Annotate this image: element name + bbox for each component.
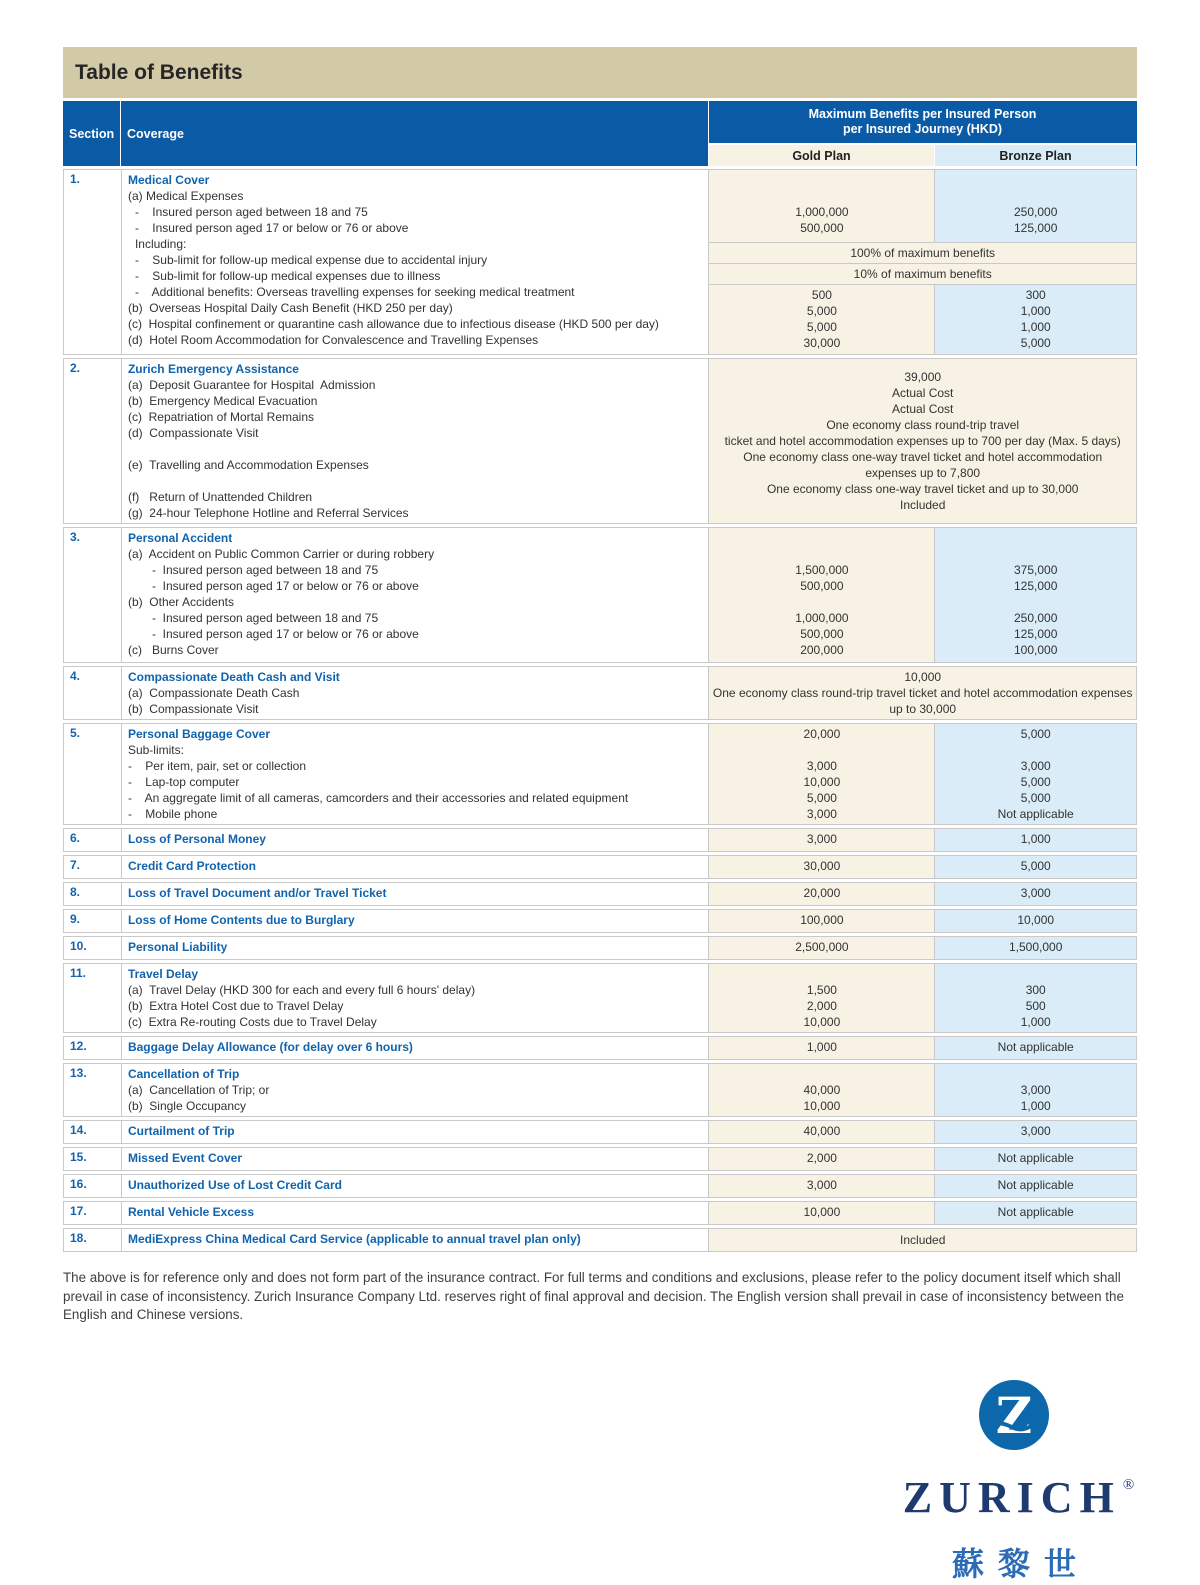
coverage-line: (a) Compassionate Death Cash	[127, 686, 300, 700]
coverage-cell	[122, 1229, 709, 1251]
value-line: 2,000	[806, 999, 837, 1013]
coverage-cell	[122, 937, 709, 959]
value-line: 20,000	[803, 886, 841, 900]
value-line: 2,000	[806, 1151, 837, 1165]
coverage-cell	[122, 964, 709, 1032]
coverage-line: (e) Travelling and Accommodation Expenses	[127, 458, 369, 472]
table-row	[63, 1120, 1137, 1144]
gold-value-cell	[709, 1121, 935, 1143]
zurich-z-icon	[979, 1380, 1049, 1450]
value-line: 10% of maximum benefits	[853, 267, 992, 281]
value-line: One economy class one-way travel ticket and hotel accommodation	[743, 450, 1103, 464]
coverage-line: Sub-limits:	[127, 743, 184, 757]
coverage-line: - Sub-limit for follow-up medical expense due to accidental injury	[134, 253, 488, 267]
value-line: One economy class one-way travel ticket and up to 30,000	[766, 482, 1079, 496]
coverage-line: - Insured person aged between 18 and 75	[151, 611, 379, 625]
header-gold-plan: Gold Plan	[709, 145, 935, 166]
section-number: 4.	[64, 667, 122, 719]
table-row	[63, 527, 1137, 663]
value-band	[709, 1037, 1136, 1059]
coverage-title: Cancellation of Trip	[127, 1067, 240, 1081]
section-number: 3.	[64, 528, 122, 662]
value-line: 1,000	[1020, 304, 1051, 318]
coverage-cell	[122, 1148, 709, 1170]
value-line: 5,000	[1020, 727, 1051, 741]
value-line: 375,000	[1014, 563, 1058, 577]
value-line: 5,000	[806, 304, 837, 318]
value-band	[709, 910, 1136, 932]
value-band	[709, 856, 1136, 878]
coverage-title: Missed Event Cover	[127, 1151, 242, 1165]
coverage-line: (b) Single Occupancy	[127, 1099, 247, 1113]
header-max-line2: per Insured Journey (HKD)	[842, 122, 1003, 136]
section-number: 14.	[64, 1121, 122, 1143]
coverage-line: (a) Travel Delay (HKD 300 for each and every full 6 hours' delay)	[127, 983, 476, 997]
gold-value-cell	[709, 170, 935, 242]
benefit-cells	[709, 1064, 1136, 1116]
value-line	[709, 594, 934, 610]
section-number: 10.	[64, 937, 122, 959]
coverage-title: Personal Liability	[127, 940, 228, 954]
section-number: 12.	[64, 1037, 122, 1059]
value-line: 1,500,000	[795, 563, 849, 577]
coverage-title: Credit Card Protection	[127, 859, 256, 873]
value-line: 5,000	[1020, 791, 1051, 805]
benefit-cells	[709, 359, 1136, 523]
benefit-cells	[709, 829, 1136, 851]
value-line	[935, 546, 1136, 562]
coverage-line: (c) Burns Cover	[127, 643, 219, 657]
value-line: One economy class round-trip travel	[826, 418, 1020, 432]
table-row	[63, 723, 1137, 825]
value-line: ticket and hotel accommodation expenses up to 700 per day (Max. 5 days)	[724, 434, 1121, 448]
value-line: 10,000	[803, 1099, 841, 1113]
table-body	[63, 169, 1137, 1252]
benefit-cells	[709, 910, 1136, 932]
value-line: 1,000	[1020, 1099, 1051, 1113]
coverage-title: Compassionate Death Cash and Visit	[127, 670, 340, 684]
svg-text:Z: Z	[995, 1385, 1033, 1445]
value-line: 1,000	[1020, 320, 1051, 334]
value-line: 500,000	[800, 627, 844, 641]
gold-value-cell	[709, 1148, 935, 1170]
value-line: 3,000	[1020, 1083, 1051, 1097]
coverage-line: - An aggregate limit of all cameras, camcorders and their accessories and related equipment	[127, 791, 629, 805]
section-number: 16.	[64, 1175, 122, 1197]
coverage-title: Personal Accident	[127, 531, 233, 545]
value-line: 5,000	[1020, 775, 1051, 789]
table-row	[63, 1174, 1137, 1198]
value-band	[709, 284, 1136, 354]
coverage-cell	[122, 724, 709, 824]
value-line: 10,000	[1017, 913, 1055, 927]
value-line: 500,000	[800, 221, 844, 235]
coverage-line: - Additional benefits: Overseas travelling expenses for seeking medical treatment	[134, 285, 575, 299]
value-line: 30,000	[803, 336, 841, 350]
value-line: 20,000	[803, 727, 841, 741]
value-line: Included	[900, 1233, 946, 1247]
coverage-cell	[122, 1121, 709, 1143]
coverage-title: Zurich Emergency Assistance	[127, 362, 299, 376]
benefit-cells	[709, 937, 1136, 959]
value-line: 1,500,000	[1009, 940, 1063, 954]
value-line: Actual Cost	[892, 402, 954, 416]
coverage-title: MediExpress China Medical Card Service (applicable to annual travel plan only)	[127, 1232, 581, 1246]
coverage-line: (b) Other Accidents	[127, 595, 234, 609]
gold-value-cell	[709, 724, 935, 824]
value-line: 10,000	[803, 1015, 841, 1029]
benefit-cells	[709, 1202, 1136, 1224]
section-number: 17.	[64, 1202, 122, 1224]
coverage-line: (a) Accident on Public Common Carrier or during robbery	[127, 547, 435, 561]
value-line: 500	[1025, 999, 1046, 1013]
table-row	[63, 666, 1137, 720]
coverage-cell	[122, 829, 709, 851]
bronze-value-cell	[935, 964, 1136, 1032]
value-line: 30,000	[803, 859, 841, 873]
bronze-value-cell	[935, 1148, 1136, 1170]
value-line: 3,000	[806, 1178, 837, 1192]
value-line: 125,000	[1014, 579, 1058, 593]
value-line	[709, 1066, 934, 1082]
value-line	[935, 172, 1136, 188]
coverage-line: (c) Hospital confinement or quarantine cash allowance due to infectious disease (HKD 500 per day)	[127, 317, 659, 331]
value-line: 40,000	[803, 1083, 841, 1097]
coverage-line: (c) Extra Re-routing Costs due to Travel Delay	[127, 1015, 377, 1029]
value-line: 300	[1025, 983, 1046, 997]
table-row	[63, 963, 1137, 1033]
benefit-cells	[709, 1229, 1136, 1251]
section-number: 9.	[64, 910, 122, 932]
value-line	[935, 530, 1136, 546]
value-line: 3,000	[1020, 759, 1051, 773]
coverage-line: - Per item, pair, set or collection	[127, 759, 307, 773]
coverage-line: (a) Cancellation of Trip; or	[127, 1083, 270, 1097]
value-line: 100% of maximum benefits	[850, 246, 996, 260]
merged-value-cell	[709, 359, 1136, 523]
value-line: 5,000	[1020, 336, 1051, 350]
bronze-value-cell	[935, 1037, 1136, 1059]
value-line: 500,000	[800, 579, 844, 593]
value-band	[709, 1175, 1136, 1197]
coverage-cell	[122, 667, 709, 719]
value-line	[709, 530, 934, 546]
benefit-cells	[709, 1175, 1136, 1197]
gold-value-cell	[709, 1064, 935, 1116]
coverage-line: Including:	[134, 237, 187, 251]
value-band	[709, 1202, 1136, 1224]
benefit-cells	[709, 1148, 1136, 1170]
table-row	[63, 828, 1137, 852]
bronze-value-cell	[935, 1121, 1136, 1143]
section-number: 18.	[64, 1229, 122, 1251]
coverage-line	[122, 473, 708, 489]
coverage-line: - Lap-top computer	[127, 775, 240, 789]
coverage-cell	[122, 910, 709, 932]
value-line: 100,000	[800, 913, 844, 927]
value-line: 3,000	[1020, 886, 1051, 900]
bronze-value-cell	[935, 937, 1136, 959]
value-band	[709, 964, 1136, 1032]
registered-mark: ®	[1122, 1477, 1135, 1494]
coverage-title: Medical Cover	[127, 173, 210, 187]
bronze-value-cell	[935, 1064, 1136, 1116]
value-line: 125,000	[1014, 221, 1058, 235]
value-band	[709, 883, 1136, 905]
coverage-title: Rental Vehicle Excess	[127, 1205, 255, 1219]
benefit-cells	[709, 667, 1136, 719]
benefit-cells	[709, 170, 1136, 354]
title-banner	[63, 47, 1137, 98]
value-line: 5,000	[806, 320, 837, 334]
gold-value-cell	[709, 285, 935, 354]
gold-value-cell	[709, 910, 935, 932]
benefit-cells	[709, 1037, 1136, 1059]
disclaimer-text: The above is for reference only and does not form part of the insurance contract. For full terms and conditions and exclusions, please refer to the policy document itself which shall prevail in case of inconsistency. Zurich Insurance Company Ltd. reserves right of final approval and decision. The English version shall prevail in case of inconsistency between the English and Chinese versions.	[63, 1270, 1124, 1322]
table-header	[63, 101, 1137, 166]
value-band	[709, 724, 1136, 824]
gold-value-cell	[709, 964, 935, 1032]
coverage-cell	[122, 359, 709, 523]
coverage-line: - Insured person aged between 18 and 75	[134, 205, 368, 219]
coverage-cell	[122, 883, 709, 905]
table-row	[63, 882, 1137, 906]
value-line: 200,000	[800, 643, 844, 657]
bronze-value-cell	[935, 1202, 1136, 1224]
value-band	[709, 1121, 1136, 1143]
zurich-logo	[879, 1380, 1149, 1585]
section-number: 1.	[64, 170, 122, 354]
header-plans-row	[709, 143, 1136, 166]
value-band	[709, 528, 1136, 662]
section-number: 13.	[64, 1064, 122, 1116]
value-line: 5,000	[1020, 859, 1051, 873]
benefit-cells	[709, 1121, 1136, 1143]
value-line: 300	[1025, 288, 1046, 302]
coverage-line: (b) Extra Hotel Cost due to Travel Delay	[127, 999, 344, 1013]
coverage-line: (c) Repatriation of Mortal Remains	[127, 410, 315, 424]
bronze-value-cell	[935, 528, 1136, 662]
value-line	[935, 188, 1136, 204]
value-line: 100,000	[1014, 643, 1058, 657]
gold-value-cell	[709, 856, 935, 878]
header-section: Section	[63, 101, 121, 166]
coverage-title: Personal Baggage Cover	[127, 727, 271, 741]
coverage-line	[122, 441, 708, 457]
document-page	[63, 47, 1137, 1585]
value-band	[709, 937, 1136, 959]
zurich-chinese: 蘇黎世	[951, 1544, 1090, 1583]
gold-value-cell	[709, 1037, 935, 1059]
value-line: 125,000	[1014, 627, 1058, 641]
table-row	[63, 936, 1137, 960]
coverage-cell	[122, 528, 709, 662]
coverage-title: Loss of Personal Money	[127, 832, 266, 846]
coverage-title: Loss of Travel Document and/or Travel Ticket	[127, 886, 387, 900]
value-band	[709, 1148, 1136, 1170]
value-line	[709, 546, 934, 562]
benefit-cells	[709, 856, 1136, 878]
header-max-benefits	[709, 101, 1136, 143]
value-line: 1,000	[1020, 1015, 1051, 1029]
header-max-line1: Maximum Benefits per Insured Person	[808, 107, 1037, 121]
coverage-cell	[122, 1064, 709, 1116]
value-line: 3,000	[806, 807, 837, 821]
coverage-line: - Sub-limit for follow-up medical expenses due to illness	[134, 269, 441, 283]
header-bronze-plan: Bronze Plan	[935, 145, 1136, 166]
coverage-line: - Insured person aged 17 or below or 76 or above	[151, 579, 419, 593]
coverage-line: - Mobile phone	[127, 807, 218, 821]
table-row	[63, 1201, 1137, 1225]
coverage-line: (b) Compassionate Visit	[127, 702, 259, 716]
table-row	[63, 358, 1137, 524]
section-number: 6.	[64, 829, 122, 851]
coverage-cell	[122, 1175, 709, 1197]
gold-value-cell	[709, 1175, 935, 1197]
value-line: 10,000	[803, 1205, 841, 1219]
value-line: Not applicable	[997, 1151, 1074, 1165]
page-title: Table of Benefits	[75, 60, 243, 84]
coverage-title: Unauthorized Use of Lost Credit Card	[127, 1178, 342, 1192]
bronze-value-cell	[935, 285, 1136, 354]
coverage-cell	[122, 1202, 709, 1224]
section-number: 7.	[64, 856, 122, 878]
section-number: 11.	[64, 964, 122, 1032]
table-row	[63, 1147, 1137, 1171]
benefit-cells	[709, 883, 1136, 905]
value-line: 39,000	[904, 370, 942, 384]
coverage-cell	[122, 856, 709, 878]
coverage-line: (d) Compassionate Visit	[127, 426, 259, 440]
coverage-line: (b) Emergency Medical Evacuation	[127, 394, 318, 408]
section-number: 5.	[64, 724, 122, 824]
value-line: Actual Cost	[892, 386, 954, 400]
coverage-line: (a) Deposit Guarantee for Hospital Admission	[127, 378, 376, 392]
coverage-line: - Insured person aged between 18 and 75	[151, 563, 379, 577]
coverage-title: Curtailment of Trip	[127, 1124, 235, 1138]
value-line: 1,000,000	[795, 205, 849, 219]
section-number: 8.	[64, 883, 122, 905]
bronze-value-cell	[935, 170, 1136, 242]
value-line	[709, 188, 934, 204]
gold-value-cell	[709, 528, 935, 662]
value-line	[935, 594, 1136, 610]
section-number: 15.	[64, 1148, 122, 1170]
coverage-line: (f) Return of Unattended Children	[127, 490, 313, 504]
value-line: 10,000	[803, 775, 841, 789]
value-line	[709, 966, 934, 982]
value-line	[935, 742, 1136, 758]
section-number: 2.	[64, 359, 122, 523]
coverage-title: Loss of Home Contents due to Burglary	[127, 913, 355, 927]
value-line	[709, 172, 934, 188]
bronze-value-cell	[935, 883, 1136, 905]
value-band	[709, 1064, 1136, 1116]
value-line: 1,500	[806, 983, 837, 997]
value-line: 40,000	[803, 1124, 841, 1138]
table-row	[63, 1036, 1137, 1060]
coverage-line: - Insured person aged 17 or below or 76 or above	[134, 221, 409, 235]
coverage-line: (a) Medical Expenses	[127, 189, 244, 203]
value-line: 3,000	[806, 832, 837, 846]
table-row	[63, 1228, 1137, 1252]
merged-value-cell	[709, 1229, 1136, 1251]
value-line: Not applicable	[997, 1178, 1074, 1192]
value-line: Not applicable	[997, 1040, 1074, 1054]
bronze-value-cell	[935, 856, 1136, 878]
merged-value-cell	[709, 263, 1136, 284]
benefit-cells	[709, 964, 1136, 1032]
benefit-cells	[709, 528, 1136, 662]
value-line: expenses up to 7,800	[865, 466, 981, 480]
value-band	[709, 170, 1136, 242]
value-line: Not applicable	[997, 807, 1074, 821]
value-line: Not applicable	[997, 1205, 1074, 1219]
value-line: 10,000	[904, 670, 942, 684]
value-line: 500	[811, 288, 832, 302]
value-line	[935, 966, 1136, 982]
coverage-line: (g) 24-hour Telephone Hotline and Referral Services	[127, 506, 409, 520]
merged-value-cell	[709, 242, 1136, 263]
value-line: 3,000	[1020, 1124, 1051, 1138]
value-line: 1,000	[1020, 832, 1051, 846]
gold-value-cell	[709, 883, 935, 905]
coverage-title: Baggage Delay Allowance (for delay over 6 hours)	[127, 1040, 413, 1054]
coverage-cell	[122, 1037, 709, 1059]
value-line: One economy class round-trip travel ticket and hotel accommodation expenses	[712, 686, 1133, 700]
gold-value-cell	[709, 1202, 935, 1224]
value-line: 1,000	[806, 1040, 837, 1054]
value-line: Included	[900, 498, 946, 512]
value-line	[709, 742, 934, 758]
benefit-cells	[709, 724, 1136, 824]
value-line: 2,500,000	[795, 940, 849, 954]
value-line: 250,000	[1014, 611, 1058, 625]
gold-value-cell	[709, 937, 935, 959]
coverage-cell	[122, 170, 709, 354]
header-benefits-group	[709, 101, 1136, 166]
header-coverage: Coverage	[121, 101, 709, 166]
coverage-title: Travel Delay	[127, 967, 199, 981]
gold-value-cell	[709, 829, 935, 851]
value-band	[709, 829, 1136, 851]
coverage-line: - Insured person aged 17 or below or 76 or above	[151, 627, 419, 641]
bronze-value-cell	[935, 1175, 1136, 1197]
table-row	[63, 909, 1137, 933]
value-line: 1,000,000	[795, 611, 849, 625]
bronze-value-cell	[935, 829, 1136, 851]
table-row	[63, 1063, 1137, 1117]
zurich-wordmark: ZURICH	[902, 1472, 1121, 1522]
value-line: 5,000	[806, 791, 837, 805]
coverage-line: (b) Overseas Hospital Daily Cash Benefit (HKD 250 per day)	[127, 301, 453, 315]
value-line: 250,000	[1014, 205, 1058, 219]
value-line	[935, 1066, 1136, 1082]
bronze-value-cell	[935, 910, 1136, 932]
bronze-value-cell	[935, 724, 1136, 824]
coverage-line: (d) Hotel Room Accommodation for Convalescence and Travelling Expenses	[127, 333, 539, 347]
table-row	[63, 855, 1137, 879]
value-line: up to 30,000	[889, 702, 957, 716]
value-line: 3,000	[806, 759, 837, 773]
merged-value-cell	[709, 667, 1136, 719]
zurich-wordmark-row	[896, 1472, 1135, 1523]
table-row	[63, 169, 1137, 355]
